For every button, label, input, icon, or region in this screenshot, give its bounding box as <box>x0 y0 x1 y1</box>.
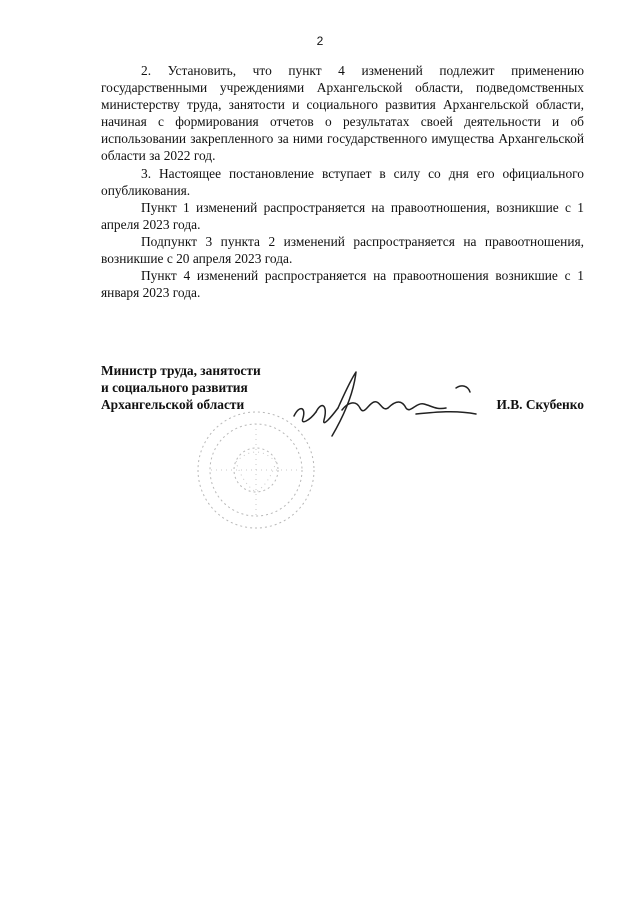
paragraph-point-4: Пункт 4 изменений распространяется на правоотношения возникшие с 1 января 2023 года. <box>101 268 584 301</box>
signer-title <box>101 362 261 413</box>
signer-name: И.В. Скубенко <box>496 397 584 412</box>
body-text <box>101 62 584 301</box>
signer-title-line: Министр труда, занятости <box>101 363 261 378</box>
paragraph-clause-2: 2. Установить, что пункт 4 изменений подлежит применению государственными учреждениями Архангельской области, подведомственных министерству труда, занятости и социального развития Архангельской области, начиная с формирования отчетов о результатах своей деятельности и об использовании закрепленного за ними государственного имущества Архангельской области за 2022 год. <box>101 63 584 164</box>
paragraph-clause-3: 3. Настоящее постановление вступает в силу со дня его официального опубликования. <box>101 165 584 198</box>
signer-title-line: Архангельской области <box>101 397 245 413</box>
paragraph-point-1: Пункт 1 изменений распространяется на правоотношения, возникшие с 1 апреля 2023 года. <box>101 199 584 232</box>
signature-block <box>101 362 584 512</box>
page-number: 2 <box>316 34 324 48</box>
paragraph-subpoint-3: Подпункт 3 пункта 2 изменений распространяется на правоотношения, возникшие с 20 апреля 2023 года. <box>101 233 584 267</box>
signer-title-line: и социального развития <box>101 380 248 396</box>
handwritten-signature-icon <box>276 370 486 445</box>
